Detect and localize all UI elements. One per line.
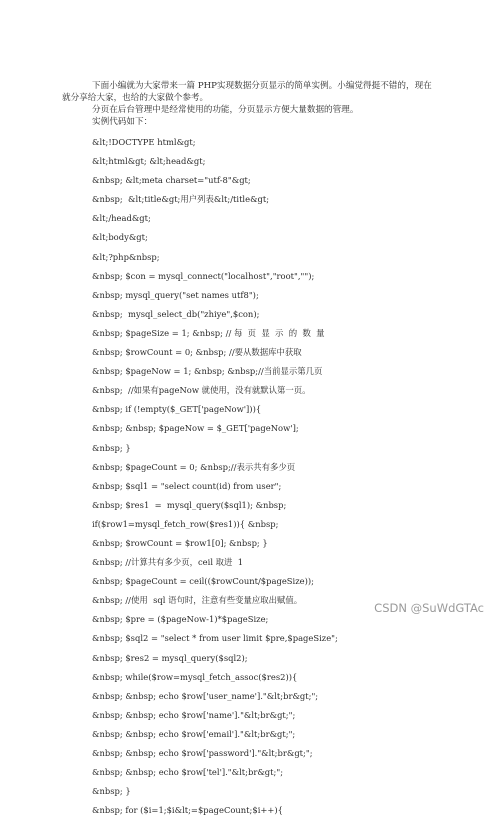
code-line: if($row1=mysql_fetch_row($res1)){ &nbsp; — [92, 518, 279, 529]
code-line: &nbsp; //计算共有多少页，ceil 取进 1 — [92, 557, 244, 568]
intro-text — [62, 80, 434, 128]
code-line: &nbsp; //使用 sql 语句时，注意有些变量应取出赋值。 — [92, 595, 303, 606]
code-line: &nbsp; &nbsp; echo $row['email']."&lt;br&gt;"; — [92, 728, 296, 739]
code-line: &nbsp; $pageSize = 1; &nbsp; // 每 页 显 示 的 数 量 — [92, 327, 325, 338]
code-line: &nbsp; if (!empty($_GET['pageNow'])){ — [92, 404, 262, 415]
intro-paragraph: 分页在后台管理中是经常使用的功能，分页显示方便大量数据的管理。 — [92, 105, 359, 115]
code-line: &nbsp; $res1 = mysql_query($sql1); &nbsp; — [92, 499, 287, 510]
code-line: &lt;/head&gt; — [92, 213, 151, 224]
code-line: &nbsp; $pageCount = 0; &nbsp;//表示共有多少页 — [92, 461, 296, 472]
intro-paragraph: 下面小编就为大家带来一篇 PHP实现数据分页显示的简单实例。小编觉得挺不错的，现在就分享给大家，也给的大家做个参考。 — [62, 81, 432, 103]
code-line: &nbsp; $sql2 = "select * from user limit $pre,$pageSize"; — [92, 633, 338, 644]
code-line: &nbsp; $res2 = mysql_query($sql2); — [92, 652, 248, 663]
code-line: &nbsp; &lt;title&gt;用户列表&lt;/title&gt; — [92, 194, 270, 205]
csdn-watermark: CSDN @SuWdGTAc — [374, 601, 484, 615]
code-line: &nbsp; for ($i=1;$i&lt;=$pageCount;$i++){ — [92, 805, 284, 816]
code-line: &lt;html&gt; &lt;head&gt; — [92, 156, 206, 167]
code-line: &nbsp; while($row=mysql_fetch_assoc($res2)){ — [92, 671, 298, 682]
code-line: &nbsp; } — [92, 786, 131, 797]
code-line: &nbsp; $rowCount = $row1[0]; &nbsp; } — [92, 537, 268, 548]
code-line: &nbsp; $rowCount = 0; &nbsp; //要从数据库中获取 — [92, 347, 302, 358]
code-line: &nbsp; &nbsp; echo $row['password']."&lt;br&gt;"; — [92, 748, 313, 758]
code-line: &lt;body&gt; — [92, 232, 148, 243]
code-line: &nbsp; $pageCount = ceil(($rowCount/$pageSize)); — [92, 576, 314, 587]
code-listing — [92, 136, 452, 823]
code-line: &nbsp; $sql1 = "select count(id) from user"; — [92, 480, 282, 491]
code-line: &nbsp; &lt;meta charset="utf-8"&gt; — [92, 175, 251, 186]
code-line: &lt;?php&nbsp; — [92, 251, 160, 262]
code-line: &nbsp; mysql_query("set names utf8"); — [92, 289, 259, 300]
code-line: &nbsp; $pre = ($pageNow-1)*$pageSize; — [92, 614, 269, 625]
code-line: &lt;!DOCTYPE html&gt; — [92, 137, 196, 147]
code-line: &nbsp; &nbsp; echo $row['user_name']."&lt;br&gt;"; — [92, 690, 319, 701]
code-line: &nbsp; &nbsp; echo $row['tel']."&lt;br&gt;"; — [92, 767, 284, 778]
code-line: &nbsp; $con = mysql_connect("localhost","root",""); — [92, 270, 315, 281]
code-line: &nbsp; &nbsp; echo $row['name']."&lt;br&gt;"; — [92, 709, 296, 720]
code-line: &nbsp; //如果有pageNow 就使用，没有就默认第一页。 — [92, 385, 311, 396]
code-line: &nbsp; &nbsp; $pageNow = $_GET['pageNow']; — [92, 423, 299, 434]
code-line: &nbsp; } — [92, 442, 131, 453]
code-line: &nbsp; mysql_select_db("zhiye",$con); — [92, 308, 260, 319]
code-line: &nbsp; $pageNow = 1; &nbsp; &nbsp;//当前显示第几页 — [92, 366, 323, 377]
code-intro-label: 实例代码如下： — [92, 117, 153, 127]
